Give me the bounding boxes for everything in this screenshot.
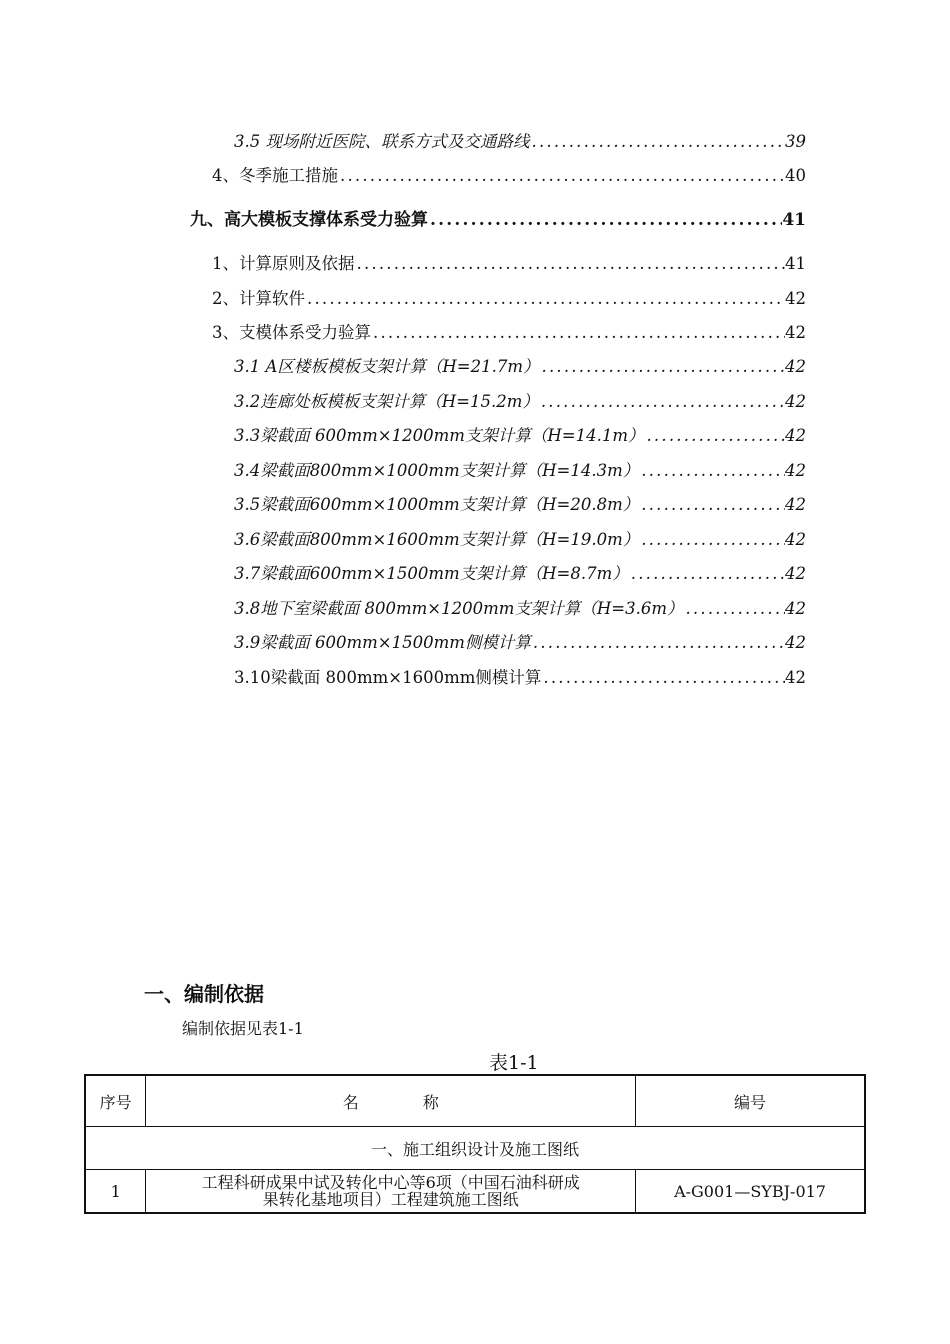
toc-entry[interactable] xyxy=(234,349,806,377)
row-name xyxy=(146,1170,636,1214)
toc-entry[interactable] xyxy=(212,281,806,309)
toc-entry-title: 九、高大模板支撑体系受力验算 xyxy=(190,210,428,230)
toc-entry[interactable] xyxy=(234,591,806,619)
toc-leader xyxy=(531,633,785,653)
toc-entry[interactable] xyxy=(234,522,806,550)
toc-leader xyxy=(540,357,786,377)
toc-entry[interactable] xyxy=(234,124,806,152)
toc-leader xyxy=(355,254,786,274)
toc-entry-title: 3.7梁截面600mm×1500mm支架计算（H=8.7m） xyxy=(234,564,629,583)
header-no: 序号 xyxy=(85,1075,146,1127)
row-name-line-2: 果转化基地项目）工程建筑施工图纸 xyxy=(262,1190,519,1209)
toc-entry-page: 42 xyxy=(785,633,806,652)
toc-entry-page: 41 xyxy=(782,210,806,230)
toc-leader xyxy=(639,461,785,481)
toc-leader xyxy=(639,495,785,515)
toc-entry-page: 42 xyxy=(785,530,806,549)
group-label: 一、施工组织设计及施工图纸 xyxy=(85,1127,865,1170)
toc-entry-page: 42 xyxy=(785,461,806,480)
toc-entry-page: 42 xyxy=(785,599,806,618)
toc-leader xyxy=(530,132,786,152)
toc-leader xyxy=(639,530,785,550)
toc-leader xyxy=(541,668,785,688)
toc-entry-title: 3.5 现场附近医院、联系方式及交通路线 xyxy=(234,132,530,151)
toc-entry-title: 3.9梁截面 600mm×1500mm侧模计算 xyxy=(234,633,531,652)
toc-entry-title: 3.2连廊处板模板支架计算（H=15.2m） xyxy=(234,392,539,411)
toc-leader xyxy=(683,599,785,619)
toc-entry-page: 42 xyxy=(785,392,806,411)
toc-entry-title: 1、计算原则及依据 xyxy=(212,254,355,273)
toc-entry-title: 3.10梁截面 800mm×1600mm侧模计算 xyxy=(234,668,542,687)
toc-entry-title: 2、计算软件 xyxy=(212,289,305,308)
basis-table xyxy=(84,1074,866,1214)
toc-leader xyxy=(371,323,785,343)
row-name-line-1: 工程科研成果中试及转化中心等6项（中国石油科研成 xyxy=(201,1173,580,1192)
toc-entry[interactable] xyxy=(234,418,806,446)
table-group-row xyxy=(85,1127,865,1170)
toc-entry[interactable] xyxy=(234,453,806,481)
toc-entry-title: 3、支模体系受力验算 xyxy=(212,323,371,342)
toc-leader xyxy=(428,210,782,230)
toc-leader xyxy=(338,166,785,186)
toc-leader xyxy=(305,289,785,309)
toc-chapter-entry[interactable] xyxy=(190,202,806,230)
section-heading: 一、编制依据 xyxy=(144,982,264,1006)
section-intro: 编制依据见表1-1 xyxy=(182,1019,304,1038)
toc-entry-page: 41 xyxy=(785,254,806,273)
toc-entry-page: 42 xyxy=(785,289,806,308)
toc-leader xyxy=(539,392,785,412)
header-name: 名 称 xyxy=(146,1075,636,1127)
table-row xyxy=(85,1170,865,1214)
header-code: 编号 xyxy=(636,1075,865,1127)
toc-entry[interactable] xyxy=(234,384,806,412)
toc-entry-title: 4、冬季施工措施 xyxy=(212,166,338,185)
toc-leader xyxy=(644,426,785,446)
toc-entry-page: 42 xyxy=(785,668,806,687)
toc-entry-page: 39 xyxy=(785,132,806,151)
toc-entry-title: 3.4梁截面800mm×1000mm支架计算（H=14.3m） xyxy=(234,461,640,480)
table-header-row xyxy=(85,1075,865,1127)
toc-entry-page: 42 xyxy=(785,357,806,376)
toc-entry-page: 40 xyxy=(785,166,806,185)
toc-entry-title: 3.3梁截面 600mm×1200mm支架计算（H=14.1m） xyxy=(234,426,645,445)
toc-entry-page: 42 xyxy=(785,323,806,342)
toc-entry[interactable] xyxy=(234,625,806,653)
toc-entry[interactable] xyxy=(212,158,806,186)
toc-entry[interactable] xyxy=(234,487,806,515)
toc-entry-title: 3.1 A区楼板模板支架计算（H=21.7m） xyxy=(234,357,540,376)
toc-entry-page: 42 xyxy=(785,426,806,445)
toc-entry[interactable] xyxy=(212,315,806,343)
toc-entry-title: 3.6梁截面800mm×1600mm支架计算（H=19.0m） xyxy=(234,530,640,549)
table-caption: 表1-1 xyxy=(489,1052,539,1074)
toc-entry[interactable] xyxy=(212,246,806,274)
toc-entry-page: 42 xyxy=(785,564,806,583)
toc-entry[interactable] xyxy=(234,556,806,584)
toc-entry-page: 42 xyxy=(785,495,806,514)
toc-entry[interactable] xyxy=(234,660,806,688)
toc-entry-title: 3.5梁截面600mm×1000mm支架计算（H=20.8m） xyxy=(234,495,640,514)
row-no: 1 xyxy=(85,1170,146,1214)
row-code: A-G001—SYBJ-017 xyxy=(636,1170,865,1214)
toc-entry-title: 3.8地下室梁截面 800mm×1200mm支架计算（H=3.6m） xyxy=(234,599,684,618)
toc-leader xyxy=(629,564,785,584)
